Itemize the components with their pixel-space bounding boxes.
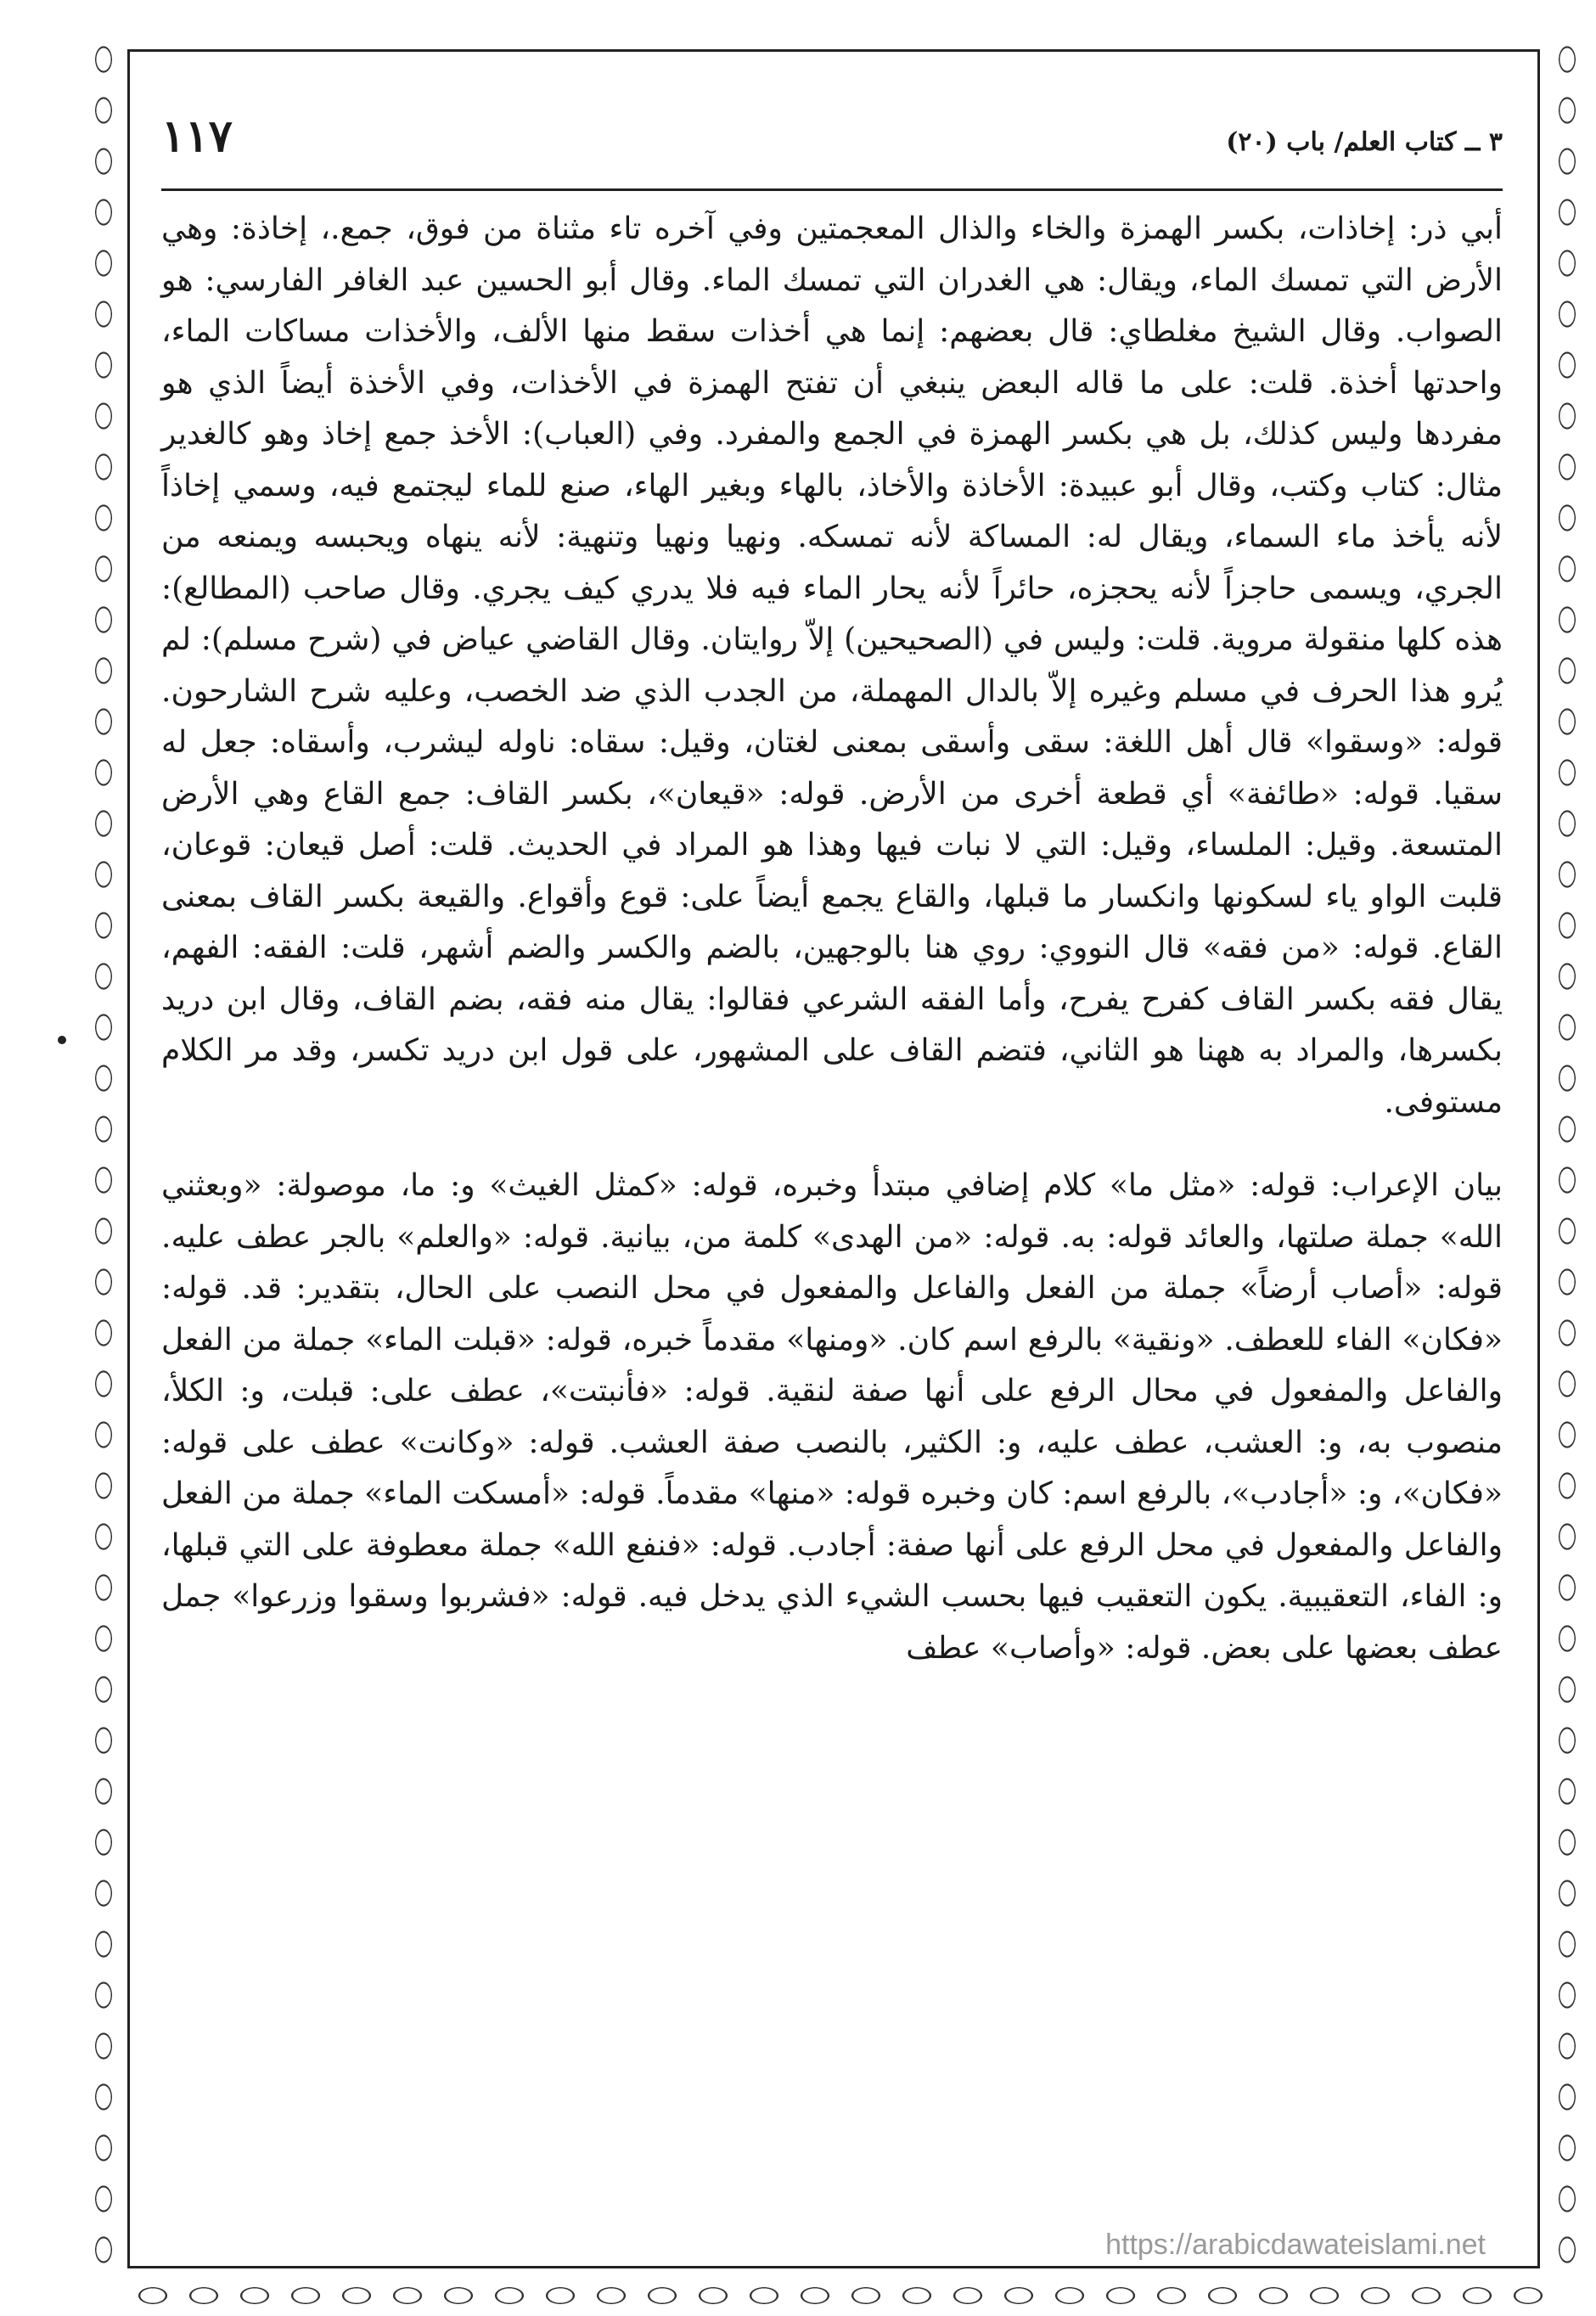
ornamental-border-bottom xyxy=(127,2279,1545,2313)
paragraph-grammar: بيان الإعراب: قوله: «مثل ما» كلام إضافي مبتدأ وخبره، قوله: «كمثل الغيث» و: ما، موصولة: «وبعثني الله» جملة صلتها، والعائد قوله: به. قوله: «من الهدى» كلمة من، بيانية. قوله: «والعلم» بالجر عطف عليه. قوله: «أصاب أرضاً» جملة من الفعل والفاعل والمفعول في محل النصب على الحال، بتقدير: قد. قوله: «فكان» الفاء للعطف. «ونقية» بالرفع اسم كان. «ومنها» مقدماً خبره، قوله: «قبلت الماء» جملة من الفعل والفاعل والمفعول في محال الرفع على أنها صفة لنقية. قوله: «فأنبتت»، عطف على: قبلت، و: الكلأ، منصوب به، و: العشب، عطف عليه، و: الكثير، بالنصب صفة العشب. قوله: «وكانت» عطف على قوله: «فكان»، و: «أجادب»، بالرفع اسم: كان وخبره قوله: «منها» مقدماً. قوله: «أمسكت الماء» جملة من الفعل والفاعل والمفعول في محل الرفع على أنها صفة: أجادب. قوله: «فنفع الله» جملة معطوفة على التي قبلها، و: الفاء، التعقيبية. يكون التعقيب فيها بحسب الشيء الذي يدخل فيه. قوله: «فشربوا وسقوا وزرعوا» جمل عطف بعضها على بعض. قوله: «وأصاب» عطف xyxy=(161,1168,1503,1666)
page-body xyxy=(161,204,1503,1674)
page-header xyxy=(161,110,1503,178)
paragraph-vocabulary: أبي ذر: إخاذات، بكسر الهمزة والخاء والذال المعجمتين وفي آخره تاء مثناة من فوق، جمع.، إخاذة: وهي الأرض التي تمسك الماء، ويقال: هي الغدران التي تمسك الماء. وقال أبو الحسين عبد الغافر الفارسي: هو الصواب. وقال الشيخ مغلطاي: قال بعضهم: إنما هي أخذات سقط منها الألف، والأخذات مساكات الماء، واحدتها أخذة. قلت: على ما قاله البعض ينبغي أن تفتح الهمزة في الأخذات، وفي الأخذة أيضاً الذي هو مفردها وليس كذلك، بل هي بكسر الهمزة في الجمع والمفرد. وفي (العباب): الأخذ جمع إخاذ وهو كالغدير مثال: كتاب وكتب، وقال أبو عبيدة: الأخاذة والأخاذ، بالهاء وبغير الهاء، صنع للماء ليجتمع فيه، وسمي إخاذاً لأنه يأخذ ماء السماء، ويقال له: المساكة لأنه تمسكه. ونهيا ونهيا وتنهية: لأنه ينهاه ويحبسه ويمنعه من الجري، ويسمى حاجزاً لأنه يحجزه، حائراً لأنه يحار الماء فيه فلا يدري كيف يجري. وقال صاحب (المطالع): هذه كلها منقولة مروية. قلت: وليس في (الصحيحين) إلاّ روايتان. وقال القاضي عياض في (شرح مسلم): لم يُرو هذا الحرف في مسلم وغيره إلاّ بالدال المهملة، من الجدب الذي ضد الخصب، وعليه شرح الشارحون. قوله: «وسقوا» قال أهل اللغة: سقى وأسقى بمعنى لغتان، وقيل: سقاه: ناوله ليشرب، وأسقاه: جعل له سقيا. قوله: «طائفة» أي قطعة أخرى من الأرض. قوله: «قيعان»، بكسر القاف: جمع القاع وهي الأرض المتسعة. وقيل: الملساء، وقيل: التي لا نبات فيها وهذا هو المراد في الحديث. قلت: أصل قيعان: قوعان، قلبت الواو ياء لسكونها وانكسار ما قبلها، والقاع يجمع أيضاً على: قوع وأقواع. والقيعة بكسر القاف بمعنى القاع. قوله: «من فقه» قال النووي: روي هنا بالوجهين، بالضم والكسر والضم أشهر، قلت: الفقه: الفهم، يقال فقه بكسر القاف كفرح يفرح، وأما الفقه الشرعي فقالوا: يقال منه فقه، بضم القاف، وقال ابن دريد بكسرها، والمراد به ههنا هو الثاني، فتضم القاف على المشهور، على قول ابن دريد تكسر، وقد مر الكلام مستوفى. xyxy=(161,211,1503,1120)
margin-dot xyxy=(58,1036,66,1044)
ornamental-border-right xyxy=(1548,34,1586,2282)
ornamental-border-left xyxy=(85,34,122,2282)
watermark-url: https://arabicdawateislami.net xyxy=(1105,2229,1486,2261)
running-head: ٣ ــ كتاب العلم/ باب (٢٠) xyxy=(1226,127,1503,157)
page-number: ١١٧ xyxy=(161,110,233,162)
header-rule xyxy=(161,188,1503,191)
